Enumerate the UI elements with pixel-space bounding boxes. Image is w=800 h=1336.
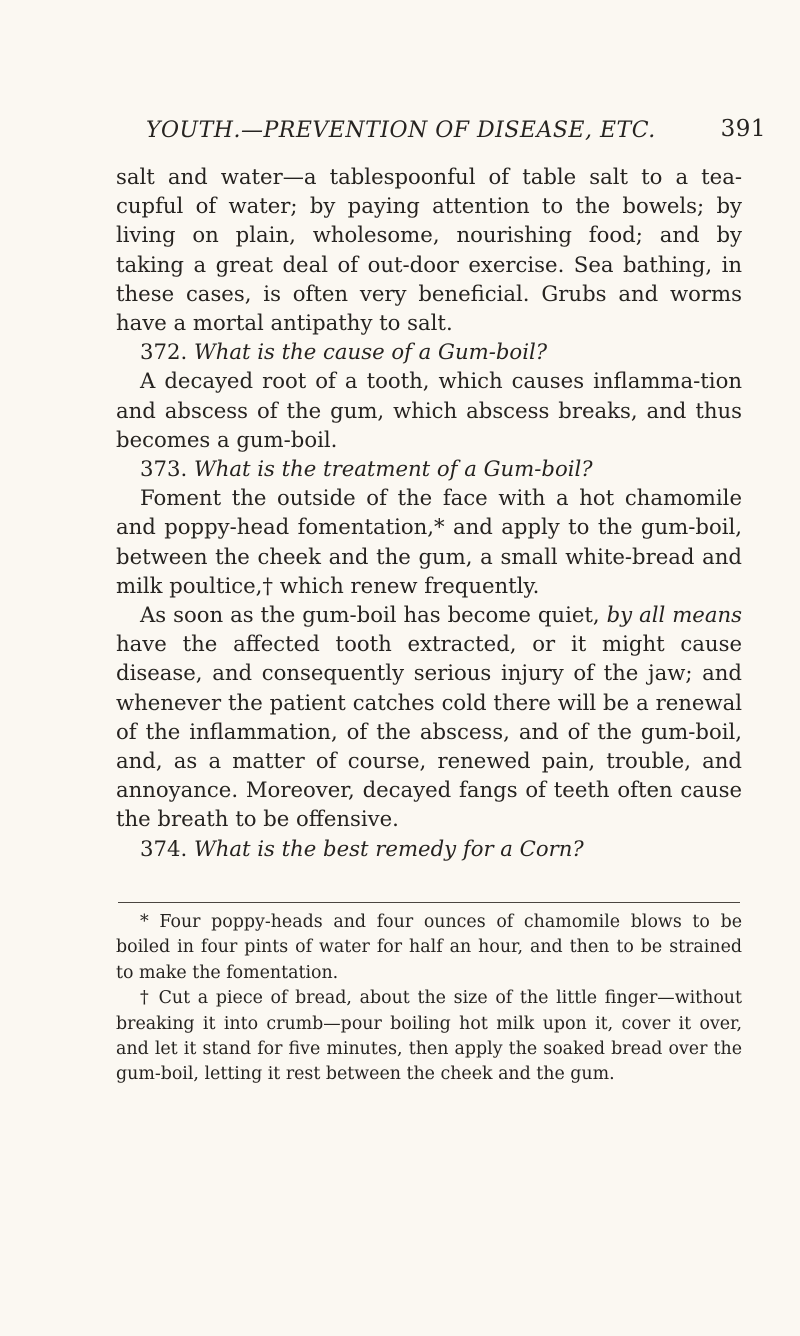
question-374	[116, 834, 742, 863]
paragraph-gum-boil-advice	[116, 600, 742, 834]
question-number: 373.	[140, 456, 188, 482]
main-text	[116, 162, 742, 863]
footnote-divider	[118, 902, 740, 903]
question-number: 374.	[140, 835, 188, 861]
running-title: YOUTH.—PREVENTION OF DISEASE, ETC.	[146, 118, 656, 143]
text-segment: have the affected tooth extracted, or it might cause disease, and consequently serious injury of the jaw; and whenever the patient catches cold there will be a renewal of the inflammation, of the abscess, and of the gum-boil, and, as a matter of course, renewed pain, trouble, and annoyance. Moreover, decayed fangs of teeth often cause the breath to be offensive.	[116, 631, 742, 832]
footnote-poultice: † Cut a piece of bread, about the size of the little finger—without breaking it into crumb—pour boiling hot milk upon it, cover it over, and let it stand for five minutes, then apply the soaked bread over the gum-boil, letting it rest between the cheek and the gum.	[116, 988, 742, 1085]
emphasis-text: by all means	[606, 602, 742, 628]
paragraph-salt-water: salt and water—a tablespoonful of table salt to a tea-cupful of water; by paying attention to the bowels; by living on plain, wholesome, nourishing food; and by taking a great deal of out-door exercise. Sea bathing, in these cases, is often very beneficial. Grubs and worms have a mortal antipathy to salt.	[116, 164, 742, 336]
answer-372: A decayed root of a tooth, which causes inflamma-tion and abscess of the gum, which abscess breaks, and thus becomes a gum-boil.	[116, 368, 742, 452]
footnote-fomentation: * Four poppy-heads and four ounces of chamomile blows to be boiled in four pints of water for half an hour, and then to be strained to make the fomentation.	[116, 912, 742, 983]
question-text: What is the treatment of a Gum-boil?	[193, 456, 593, 482]
question-text: What is the best remedy for a Corn?	[193, 835, 584, 861]
page-number: 391	[720, 116, 766, 142]
question-number: 372.	[140, 339, 188, 365]
running-header	[146, 118, 766, 143]
question-text: What is the cause of a Gum-boil?	[193, 339, 548, 365]
answer-373: Foment the outside of the face with a hot chamomile and poppy-head fomentation,* and apply to the gum-boil, between the cheek and the gum, a small white-bread and milk poultice,† which renew frequently.	[116, 485, 742, 598]
text-segment: As soon as the gum-boil has become quiet,	[140, 602, 600, 628]
question-373	[116, 454, 742, 483]
footnotes	[116, 910, 742, 1088]
question-372	[116, 337, 742, 366]
